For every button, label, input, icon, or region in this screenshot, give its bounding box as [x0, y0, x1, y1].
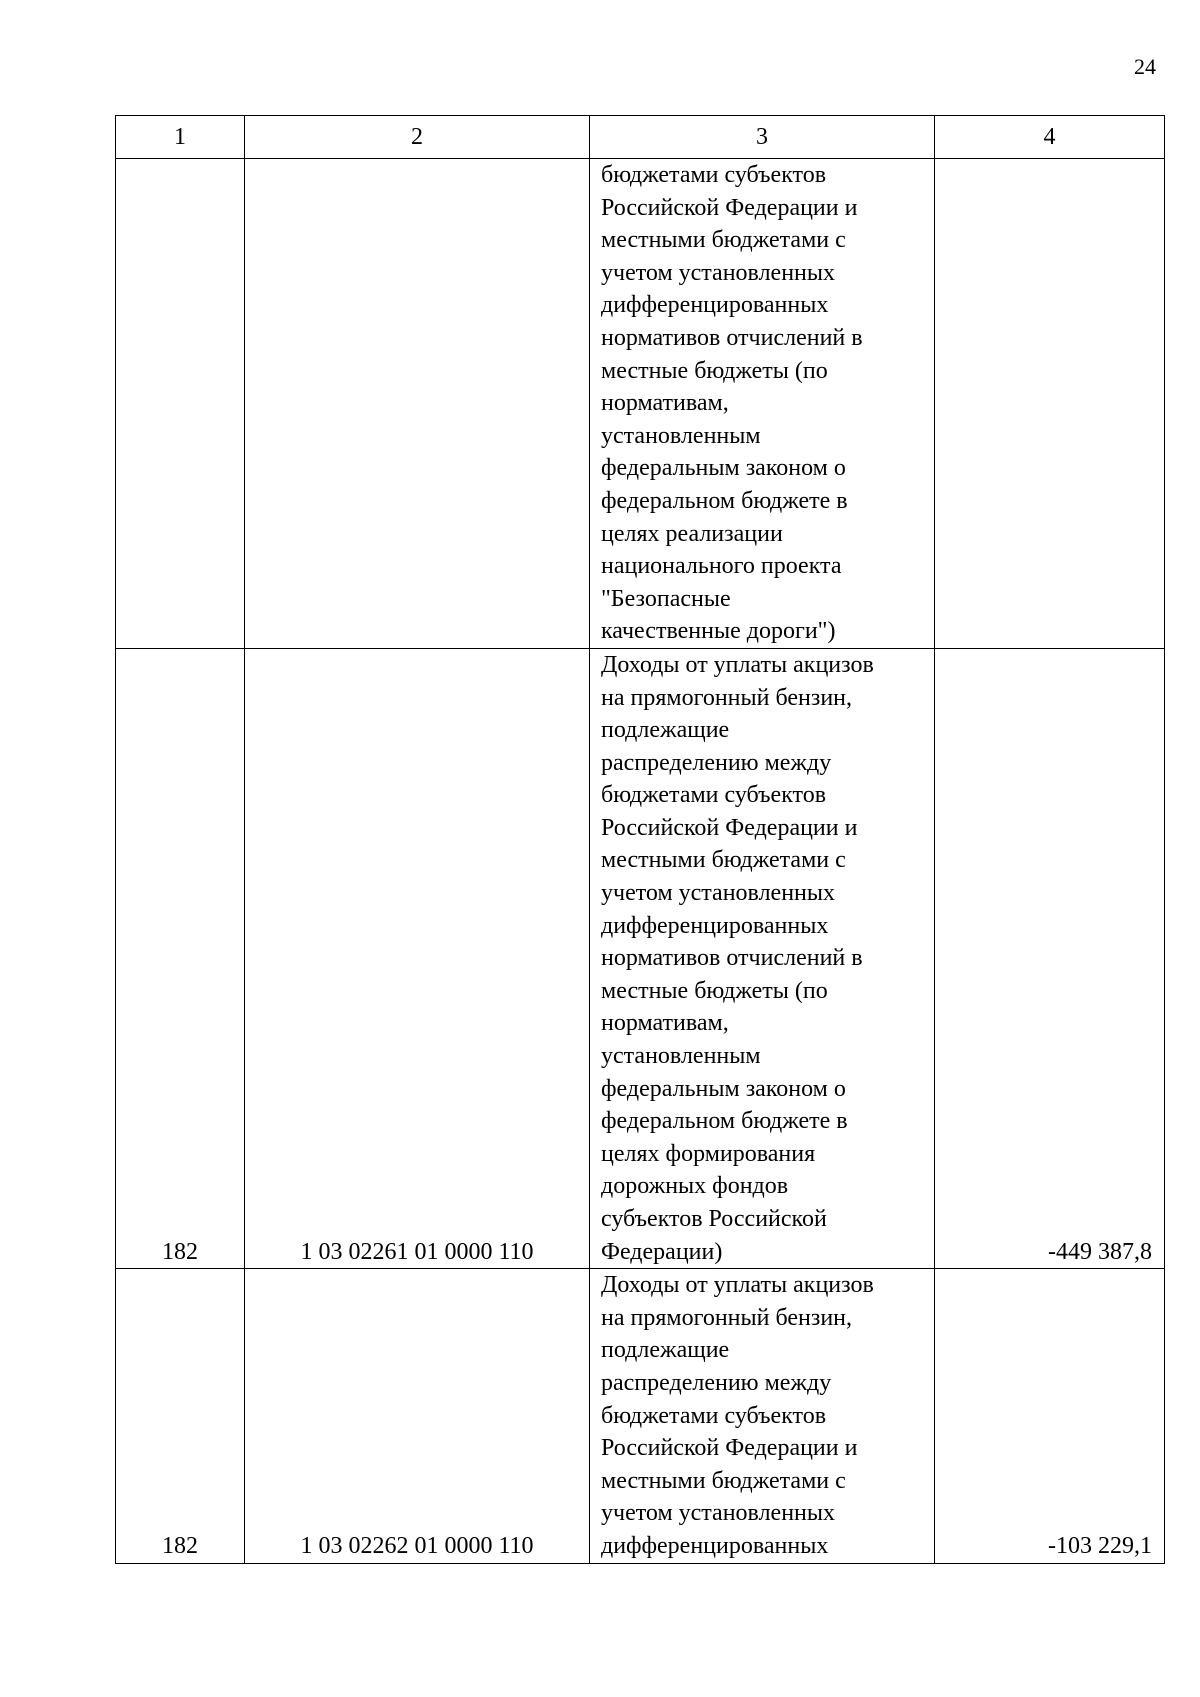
budget-revenue-table — [115, 115, 1165, 1564]
description-line: на прямогонный бензин, — [601, 1304, 853, 1331]
description-line: бюджетами субъектов — [601, 1402, 827, 1429]
description-line: дорожных фондов — [601, 1173, 789, 1200]
description-line: бюджетами субъектов — [601, 162, 827, 188]
description-line: федеральном бюджете в — [601, 1108, 848, 1135]
description-line: бюджетами субъектов — [601, 782, 827, 809]
description-line: учетом установленных — [601, 259, 836, 286]
description-cell — [590, 1269, 935, 1563]
admin-code-cell: 182 — [116, 1269, 245, 1563]
header-col-4: 4 — [935, 116, 1165, 159]
description-line: Российской Федерации и — [601, 1435, 858, 1462]
revenue-code-cell: 1 03 02261 01 0000 110 — [245, 648, 590, 1268]
description-line: федеральном бюджете в — [601, 487, 848, 514]
description-line: дифференцированных — [601, 1532, 829, 1559]
revenue-code-cell — [245, 159, 590, 649]
description-line: учетом установленных — [601, 1500, 836, 1527]
description-line: местные бюджеты (по — [601, 977, 828, 1004]
description-line: целях реализации — [601, 520, 783, 547]
description-line: установленным — [601, 422, 761, 449]
description-line: местными бюджетами с — [601, 847, 846, 874]
header-col-2: 2 — [245, 116, 590, 159]
description-line: Доходы от уплаты акцизов — [601, 651, 874, 678]
table-row — [116, 648, 1165, 1268]
description-cell — [590, 648, 935, 1268]
description-line: установленным — [601, 1043, 761, 1070]
description-line: нормативов отчислений в — [601, 324, 863, 351]
description-line: дифференцированных — [601, 292, 829, 319]
header-col-3: 3 — [590, 116, 935, 159]
description-line: целях формирования — [601, 1140, 816, 1167]
description-line: Российской Федерации и — [601, 814, 858, 841]
description-line: местными бюджетами с — [601, 1467, 846, 1494]
description-line: подлежащие — [601, 1337, 730, 1364]
description-line: нормативов отчислений в — [601, 945, 863, 972]
description-line: подлежащие — [601, 717, 730, 744]
description-line: Федерации) — [601, 1238, 723, 1265]
description-line: нормативам, — [601, 390, 729, 417]
table-row — [116, 1269, 1165, 1563]
description-line: на прямогонный бензин, — [601, 684, 853, 711]
table-row — [116, 159, 1165, 649]
description-line: нормативам, — [601, 1010, 729, 1037]
description-line: субъектов Российской — [601, 1206, 827, 1232]
table-header-row — [116, 116, 1165, 159]
admin-code-cell: 182 — [116, 648, 245, 1268]
description-line: качественные дороги") — [601, 618, 836, 645]
admin-code-cell — [116, 159, 245, 649]
header-col-1: 1 — [116, 116, 245, 159]
description-line: местные бюджеты (по — [601, 357, 828, 384]
description-line: учетом установленных — [601, 880, 836, 907]
description-line: распределению между — [601, 1369, 832, 1396]
description-line: Российской Федерации и — [601, 194, 858, 221]
description-line: дифференцированных — [601, 912, 829, 939]
description-line: федеральным законом о — [601, 1075, 846, 1102]
description-line: федеральным законом о — [601, 455, 846, 482]
amount-cell — [935, 159, 1165, 649]
description-line: местными бюджетами с — [601, 227, 846, 254]
amount-cell: -103 229,1 — [935, 1269, 1165, 1563]
revenue-code-cell: 1 03 02262 01 0000 110 — [245, 1269, 590, 1563]
description-line: Доходы от уплаты акцизов — [601, 1272, 874, 1299]
page-number: 24 — [1134, 54, 1156, 79]
amount-cell: -449 387,8 — [935, 648, 1165, 1268]
description-line: "Безопасные — [601, 585, 731, 612]
description-line: национального проекта — [601, 553, 842, 580]
description-cell — [590, 159, 935, 649]
description-line: распределению между — [601, 749, 832, 776]
